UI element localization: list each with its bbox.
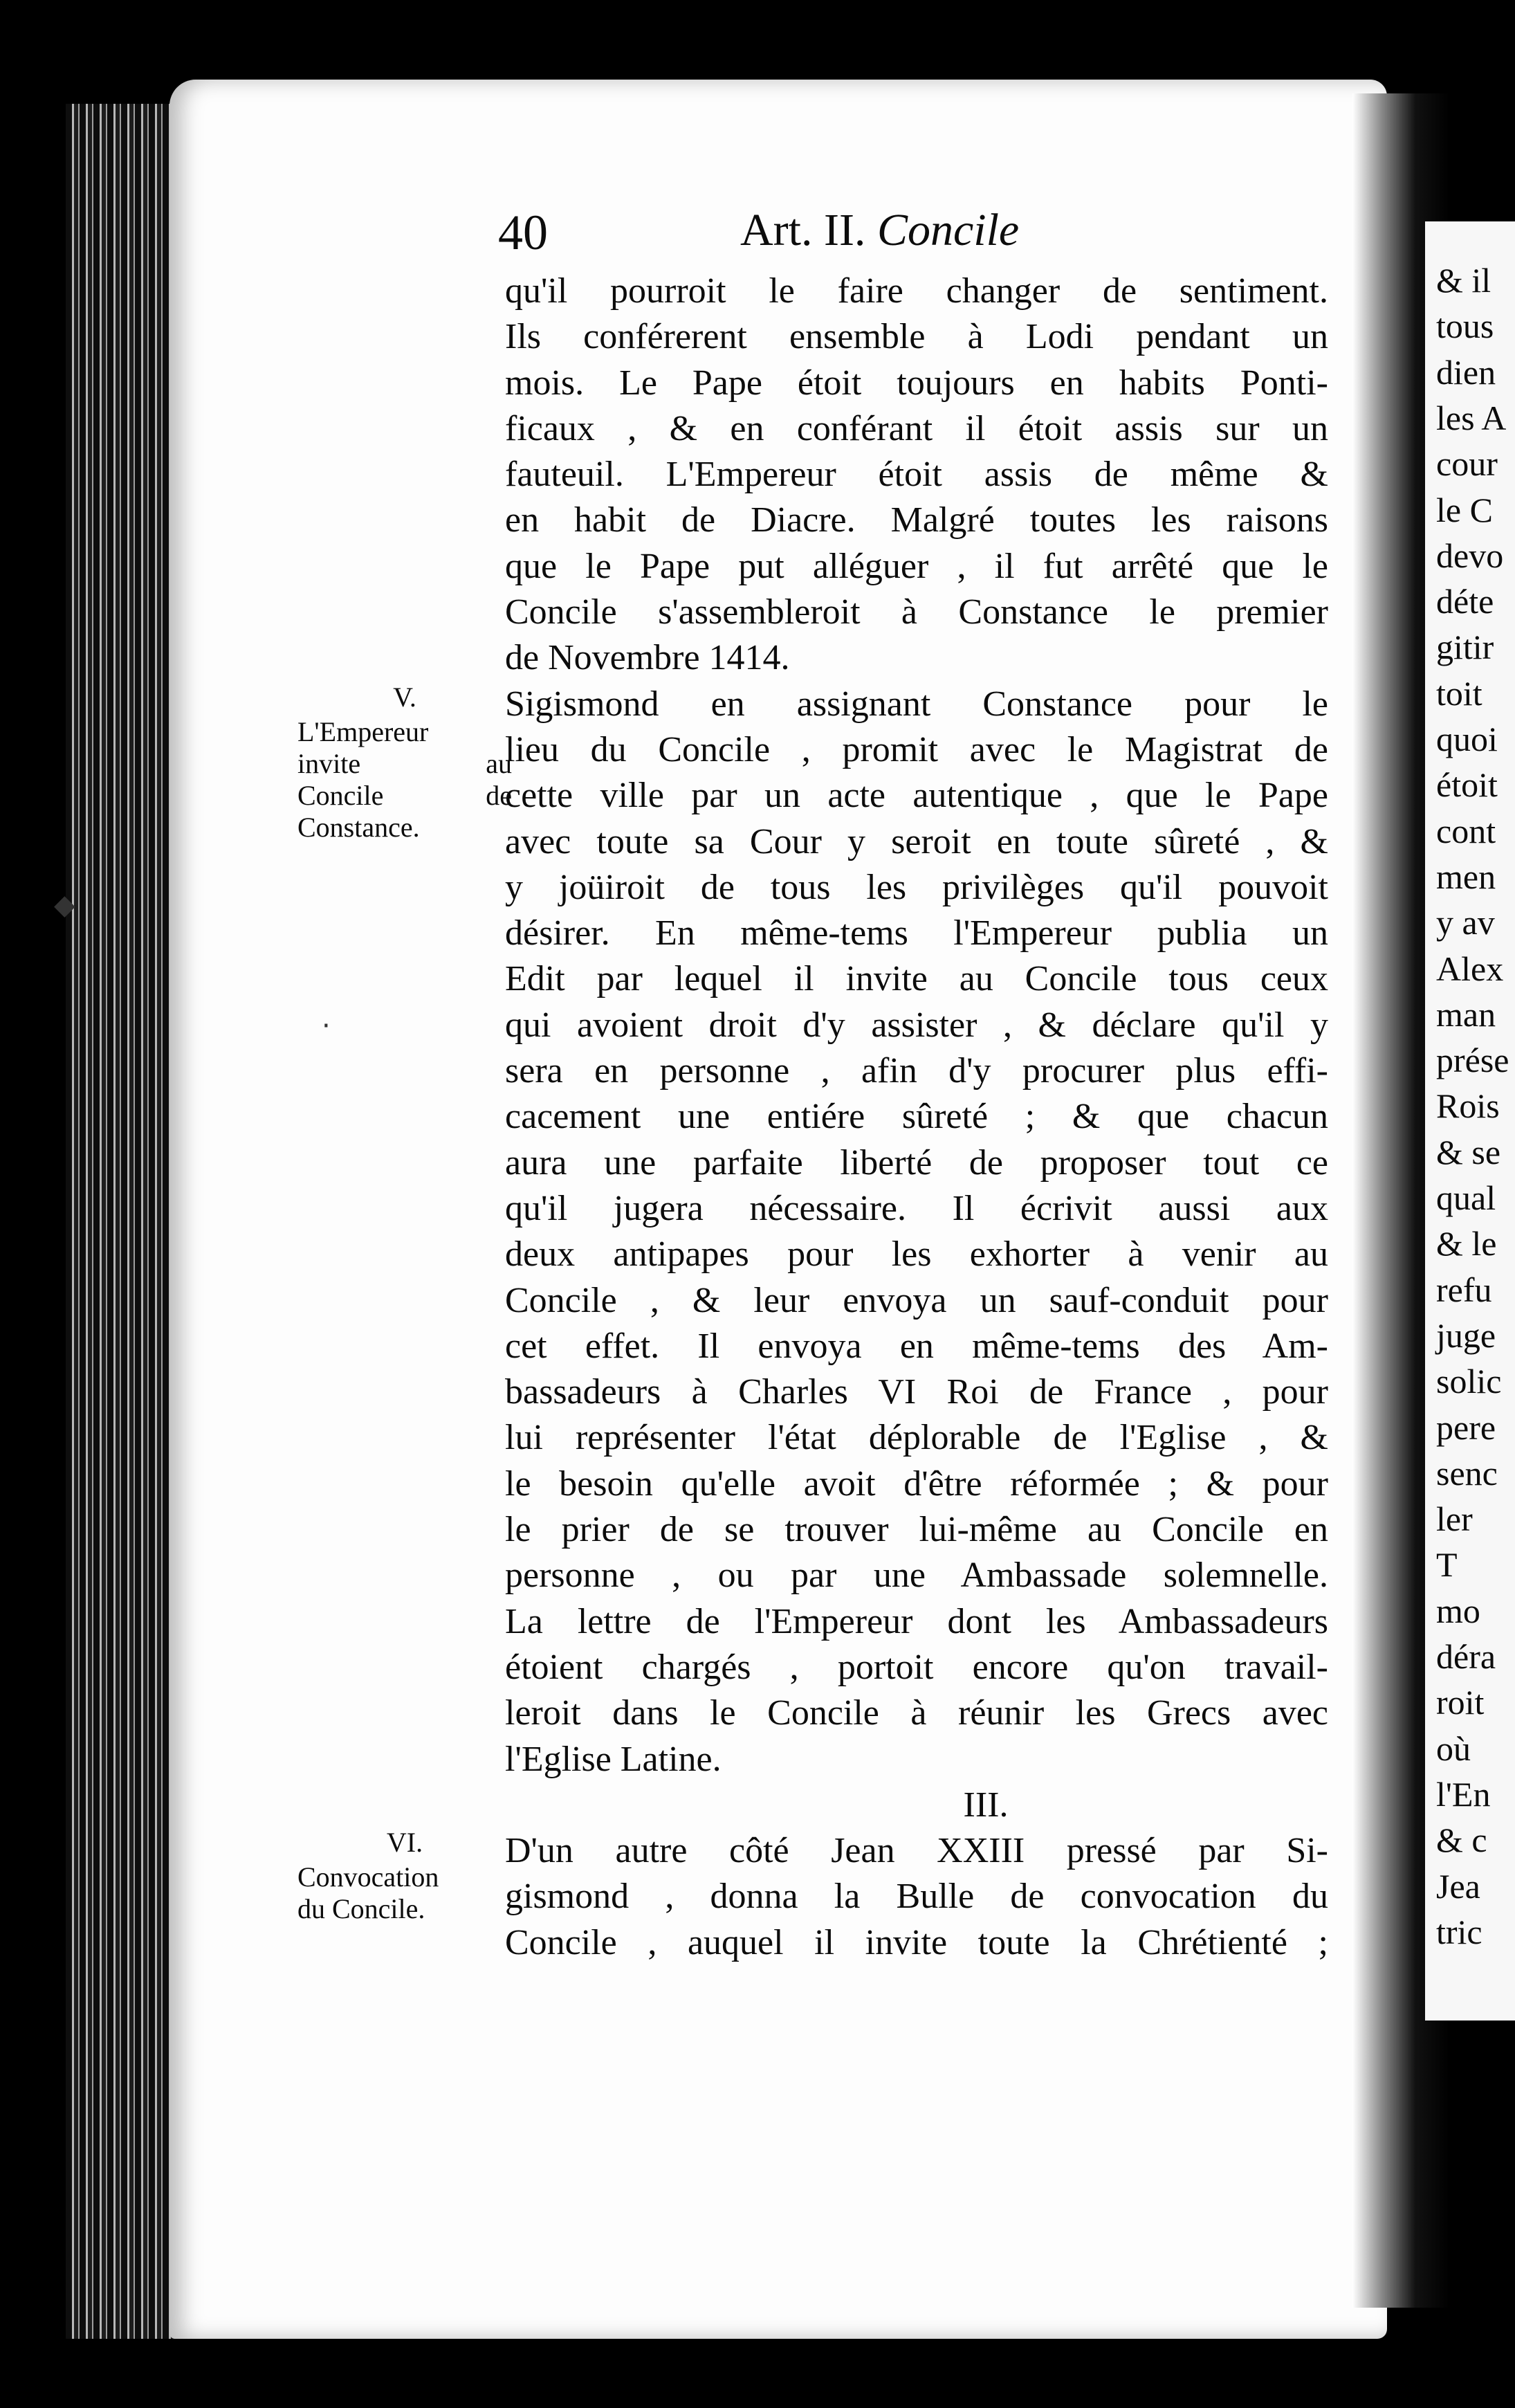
text-line: le prier de se trouver lui-même au Concile en <box>505 1510 1328 1550</box>
margin-note-number: V. <box>393 682 416 713</box>
text-line: le besoin qu'elle avoit d'être réformée ; & pour <box>505 1463 1328 1504</box>
facing-page-line: le C <box>1436 490 1493 529</box>
text-line: qu'il pourroit le faire changer de sentiment. <box>505 271 1328 311</box>
margin-note-line: L'Empereur <box>297 716 429 747</box>
facing-page-line: déte <box>1436 582 1494 621</box>
text-line: fauteuil. L'Empereur étoit assis de même & <box>505 455 1328 495</box>
text-line: cacement une entiére sûreté ; & que chacun <box>505 1097 1328 1137</box>
margin-note-line: du Concile. <box>297 1893 425 1924</box>
text-line: leroit dans le Concile à réunir les Grecs avec <box>505 1693 1328 1733</box>
facing-page-line: Alex <box>1436 949 1504 988</box>
facing-page-line: refu <box>1436 1270 1492 1309</box>
facing-page-line: mo <box>1436 1591 1480 1630</box>
facing-page-line: dien <box>1436 352 1496 392</box>
text-line: ficaux , & en conférant il étoit assis sur un <box>505 408 1328 448</box>
facing-page-line: juge <box>1436 1315 1496 1355</box>
running-title-italic: Concile <box>876 205 1020 255</box>
facing-page-line: tous <box>1436 307 1494 346</box>
facing-page-line: & il <box>1436 261 1491 300</box>
facing-page-line: roit <box>1436 1683 1485 1722</box>
text-line: Ils conférerent ensemble à Lodi pendant un <box>505 317 1328 357</box>
facing-page-line: où <box>1436 1729 1471 1768</box>
text-line: avec toute sa Cour y seroit en toute sûreté , & <box>505 821 1328 861</box>
facing-page-line: men <box>1436 857 1496 896</box>
facing-page-line: tric <box>1436 1912 1482 1951</box>
facing-page-line: l'En <box>1436 1774 1491 1814</box>
text-line: aura une parfaite liberté de proposer tout ce <box>505 1142 1328 1183</box>
text-line: mois. Le Pape étoit toujours en habits Ponti- <box>505 363 1328 403</box>
margin-note-line: Convocation <box>297 1861 439 1892</box>
margin-dot-icon: · <box>322 1010 331 1042</box>
text-line: sera en personne , afin d'y procurer plus effi- <box>505 1051 1328 1091</box>
text-line: qu'il jugera nécessaire. Il écrivit aussi aux <box>505 1188 1328 1228</box>
text-line: La lettre de l'Empereur dont les Ambassadeurs <box>505 1601 1328 1641</box>
text-line: y joüiroit de tous les privilèges qu'il pouvoit <box>505 867 1328 907</box>
facing-page-line: qual <box>1436 1178 1496 1217</box>
facing-page-line: ler <box>1436 1499 1473 1539</box>
running-title-prefix: Art. II. <box>740 205 866 255</box>
text-line: Sigismond en assignant Constance pour le <box>505 684 1328 724</box>
facing-page-line: étoit <box>1436 765 1498 805</box>
facing-page-line: solic <box>1436 1362 1502 1401</box>
facing-page-line: pere <box>1436 1407 1496 1447</box>
book-binding-edge <box>66 104 183 2339</box>
text-line: Concile , & leur envoya un sauf-conduit pour <box>505 1280 1328 1320</box>
text-line: étoient chargés , portoit encore qu'on travail- <box>505 1647 1328 1687</box>
text-line: D'un autre côté Jean XXIII pressé par Si- <box>505 1831 1328 1871</box>
facing-page-line: toit <box>1436 673 1482 713</box>
facing-page-line: & se <box>1436 1132 1501 1171</box>
facing-page-line: & c <box>1436 1821 1487 1860</box>
text-line: III. <box>963 1785 1009 1825</box>
facing-page-line: Jea <box>1436 1866 1480 1906</box>
facing-page-line: déra <box>1436 1637 1496 1676</box>
text-line: cet effet. Il envoya en même-tems des Am- <box>505 1326 1328 1366</box>
main-text <box>505 268 1328 1966</box>
margin-note-5 <box>297 682 512 843</box>
facing-page-line: les A <box>1436 398 1507 437</box>
margin-note-line: invite au <box>297 748 512 779</box>
text-line: cette ville par un acte autentique , que le Pape <box>505 776 1328 816</box>
margin-note-line: Concile de <box>297 780 512 811</box>
facing-page-line: gitir <box>1436 628 1494 667</box>
facing-page-line: T <box>1436 1545 1458 1585</box>
text-line: Concile , auquel il invite toute la Chrétienté ; <box>505 1922 1328 1962</box>
text-line: désirer. En même-tems l'Empereur publia un <box>505 913 1328 954</box>
facing-page-line: y av <box>1436 903 1495 942</box>
text-line: Concile s'assembleroit à Constance le premier <box>505 592 1328 632</box>
text-line: en habit de Diacre. Malgré toutes les raisons <box>505 500 1328 540</box>
text-line: lui représenter l'état déplorable de l'Eglise , & <box>505 1418 1328 1458</box>
text-line: l'Eglise Latine. <box>505 1739 722 1779</box>
text-line: de Novembre 1414. <box>505 638 790 678</box>
text-line: que le Pape put alléguer , il fut arrêté que le <box>505 546 1328 586</box>
margin-note-line: Constance. <box>297 812 420 843</box>
facing-page-line: & le <box>1436 1224 1497 1264</box>
text-line: Edit par lequel il invite au Concile tous ceux <box>505 959 1328 999</box>
text-line: lieu du Concile , promit avec le Magistrat de <box>505 729 1328 769</box>
facing-page-line: devo <box>1436 536 1504 575</box>
facing-page-line: prése <box>1436 1041 1509 1080</box>
page-number: 40 <box>498 205 548 260</box>
facing-page-line: cont <box>1436 811 1496 850</box>
text-line: qui avoient droit d'y assister , & déclare qu'il y <box>505 1005 1328 1045</box>
facing-page-line: cour <box>1436 444 1498 484</box>
margin-mark-icon: ◆ <box>54 889 75 921</box>
margin-note-number: VI. <box>386 1827 423 1858</box>
text-line: deux antipapes pour les exhorter à venir au <box>505 1234 1328 1275</box>
facing-page-line: man <box>1436 994 1496 1034</box>
text-line: gismond , donna la Bulle de convocation du <box>505 1877 1328 1917</box>
text-line: bassadeurs à Charles VI Roi de France , pour <box>505 1372 1328 1412</box>
facing-page-line: senc <box>1436 1453 1498 1493</box>
facing-page-line: Rois <box>1436 1086 1500 1126</box>
text-line: personne , ou par une Ambassade solemnelle. <box>505 1556 1328 1596</box>
facing-page-line: quoi <box>1436 720 1498 758</box>
margin-note-6 <box>297 1827 512 1925</box>
facing-page <box>1425 221 1515 2021</box>
running-title <box>740 204 1019 257</box>
